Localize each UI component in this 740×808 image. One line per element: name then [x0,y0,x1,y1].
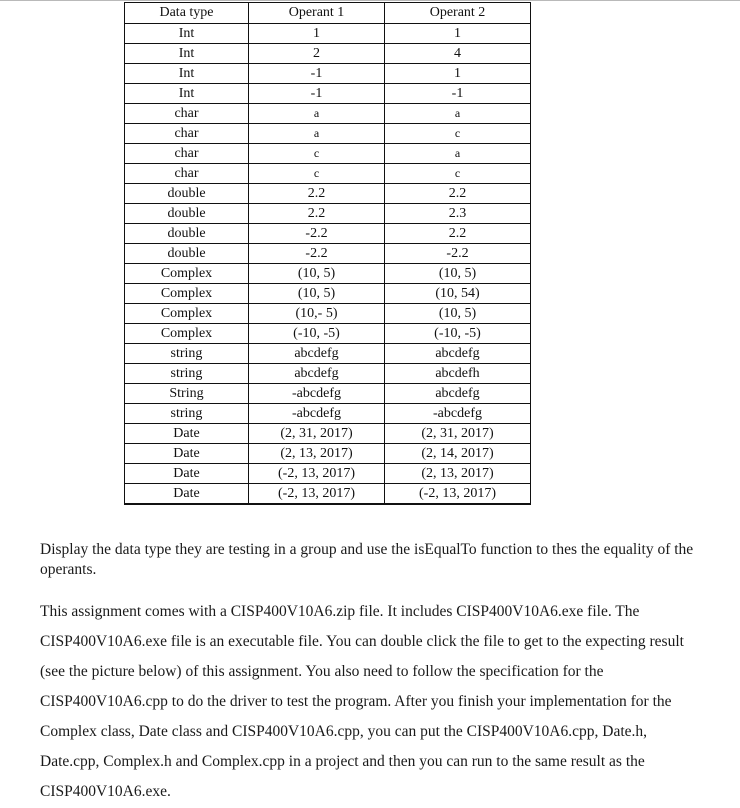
table-body [125,24,531,505]
table-row [125,344,531,364]
table-row [125,244,531,264]
table-row [125,24,531,44]
cell-data-type: Int [125,24,249,44]
cell-operant-1: 2.2 [249,204,385,224]
cell-data-type: string [125,404,249,424]
cell-operant-2: 2.2 [385,184,531,204]
table-row [125,304,531,324]
cell-data-type: Int [125,64,249,84]
cell-operant-2: abcdefg [385,344,531,364]
cell-operant-1: (10, 5) [249,264,385,284]
cell-data-type: char [125,144,249,164]
table-row [125,264,531,284]
cell-operant-2: a [385,144,531,164]
cell-operant-1: abcdefg [249,364,385,384]
cell-data-type: Date [125,444,249,464]
cell-data-type: Int [125,84,249,104]
table-row [125,124,531,144]
table-row [125,184,531,204]
cell-operant-2: 2.3 [385,204,531,224]
table-row [125,64,531,84]
cell-operant-2: (-2, 13, 2017) [385,484,531,505]
cell-operant-2: 1 [385,64,531,84]
cell-operant-1: -2.2 [249,224,385,244]
cell-operant-2: abcdefg [385,384,531,404]
cell-data-type: Complex [125,284,249,304]
cell-data-type: double [125,204,249,224]
cell-data-type: Complex [125,304,249,324]
cell-operant-1: c [249,164,385,184]
cell-operant-1: abcdefg [249,344,385,364]
cell-operant-1: (-10, -5) [249,324,385,344]
cell-operant-1: (10, 5) [249,284,385,304]
header-data-type: Data type [125,3,249,24]
cell-operant-1: (10,- 5) [249,304,385,324]
cell-data-type: string [125,344,249,364]
cell-operant-1: (2, 13, 2017) [249,444,385,464]
cell-data-type: Date [125,424,249,444]
cell-operant-2: (10, 5) [385,304,531,324]
cell-operant-2: 2.2 [385,224,531,244]
cell-data-type: Complex [125,324,249,344]
cell-operant-2: 1 [385,24,531,44]
table-row [125,364,531,384]
cell-operant-1: 1 [249,24,385,44]
cell-operant-1: -2.2 [249,244,385,264]
table-row [125,284,531,304]
header-operant-1: Operant 1 [249,3,385,24]
cell-operant-2: -abcdefg [385,404,531,424]
cell-operant-2: c [385,124,531,144]
table-row [125,104,531,124]
cell-data-type: Date [125,484,249,505]
instruction-paragraph: Display the data type they are testing in a group and use the isEqualTo function to thes the equality of the operants. [40,540,694,578]
cell-operant-1: -1 [249,84,385,104]
cell-data-type: Complex [125,264,249,284]
table-header-row [125,3,531,24]
table-row [125,424,531,444]
cell-operant-2: (2, 13, 2017) [385,464,531,484]
cell-operant-2: (-10, -5) [385,324,531,344]
table-row [125,464,531,484]
cell-operant-1: (2, 31, 2017) [249,424,385,444]
cell-operant-1: -abcdefg [249,384,385,404]
cell-operant-1: -abcdefg [249,404,385,424]
cell-data-type: string [125,364,249,384]
cell-data-type: char [125,104,249,124]
table-row [125,484,531,505]
table-row [125,164,531,184]
cell-data-type: Date [125,464,249,484]
assignment-paragraph: This assignment comes with a CISP400V10A6.zip file. It includes CISP400V10A6.exe file. The CISP400V10A6.exe file is an executable file. You can double click the file to get to the expecting result (see the picture below) of this assignment. You also need to follow the specification for the CISP400V10A6.cpp to do the driver to test the program. After you finish your implementation for the Complex class, Date class and CISP400V10A6.cpp, you can put the CISP400V10A6.cpp, Date.h, Date.cpp, Complex.h and Complex.cpp in a project and then you can run to the same result as the CISP400V10A6.exe. [40,602,684,800]
cell-data-type: Int [125,44,249,64]
table-row [125,44,531,64]
table-row [125,144,531,164]
table-row [125,384,531,404]
cell-data-type: String [125,384,249,404]
table-row [125,324,531,344]
cell-operant-2: (10, 5) [385,264,531,284]
cell-data-type: double [125,224,249,244]
cell-operant-1: -1 [249,64,385,84]
operants-table [124,2,531,505]
table-row [125,404,531,424]
header-operant-2: Operant 2 [385,3,531,24]
top-rule [0,0,740,1]
table-row [125,224,531,244]
cell-data-type: double [125,244,249,264]
cell-operant-2: a [385,104,531,124]
operants-table-container [124,2,531,505]
cell-operant-2: (2, 31, 2017) [385,424,531,444]
cell-operant-2: (2, 14, 2017) [385,444,531,464]
cell-operant-2: (10, 54) [385,284,531,304]
table-row [125,84,531,104]
cell-operant-1: a [249,124,385,144]
cell-operant-1: c [249,144,385,164]
cell-operant-2: c [385,164,531,184]
cell-operant-1: a [249,104,385,124]
cell-operant-2: abcdefh [385,364,531,384]
cell-data-type: char [125,124,249,144]
cell-operant-1: (-2, 13, 2017) [249,484,385,505]
cell-data-type: double [125,184,249,204]
table-row [125,444,531,464]
cell-operant-1: (-2, 13, 2017) [249,464,385,484]
cell-operant-1: 2.2 [249,184,385,204]
cell-operant-1: 2 [249,44,385,64]
cell-operant-2: -1 [385,84,531,104]
table-row [125,204,531,224]
cell-operant-2: -2.2 [385,244,531,264]
cell-operant-2: 4 [385,44,531,64]
cell-data-type: char [125,164,249,184]
